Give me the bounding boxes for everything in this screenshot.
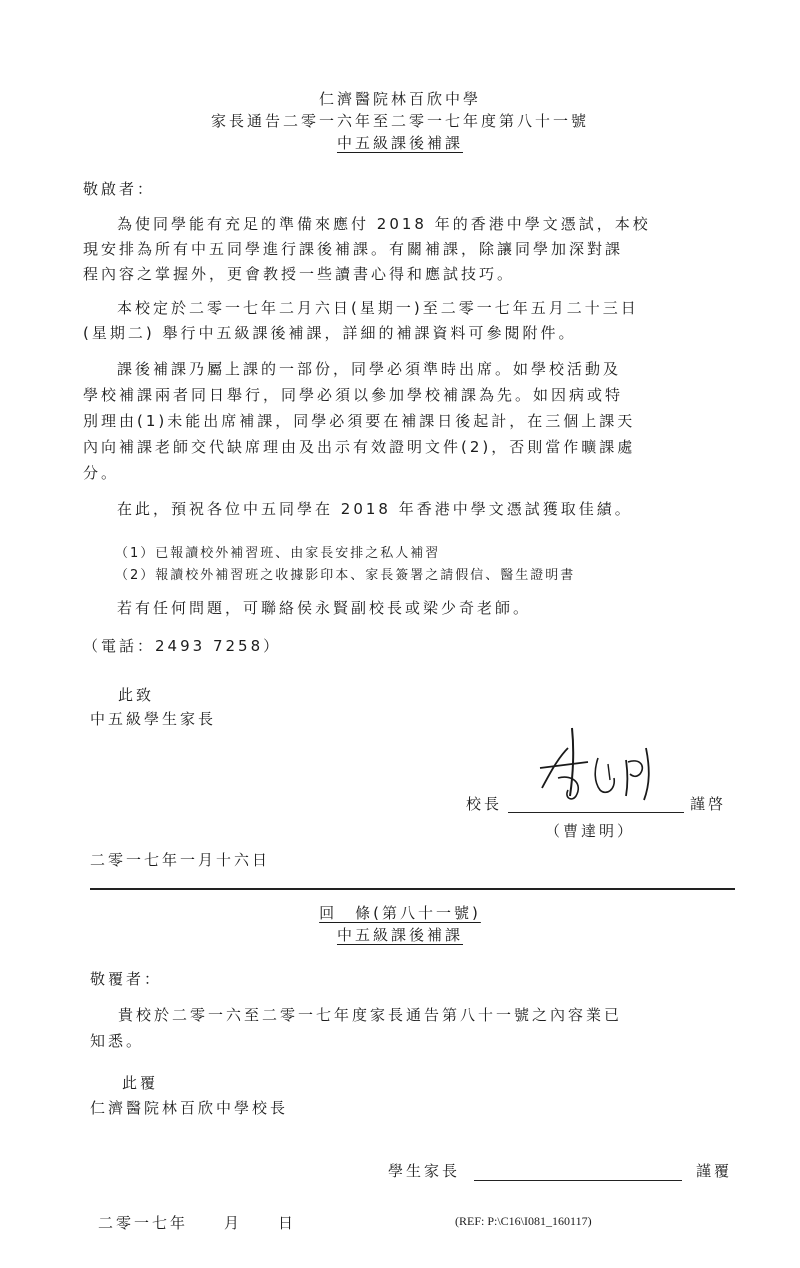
para4: 在此，預祝各位中五同學在 2018 年香港中學文憑試獲取佳績。 (117, 500, 633, 518)
para3-line: 內向補課老師交代缺席理由及出示有效證明文件(2)，否則當作曠課處 (83, 438, 636, 456)
reply-ci-fu: 此覆 (122, 1074, 159, 1092)
principal-name: （曹達明） (545, 822, 636, 840)
note-2: （2）報讀校外補習班之收據影印本、家長簽署之請假信、醫生證明書 (115, 568, 576, 583)
reply-recipient: 仁濟醫院林百欣中學校長 (90, 1099, 289, 1117)
school-name: 仁濟醫院林百欣中學 (318, 90, 481, 108)
para3-line: 課後補課乃屬上課的一部份，同學必須準時出席。如學校活動及 (117, 360, 622, 378)
reply-subject-wrap (0, 924, 800, 945)
signature-line (508, 812, 684, 813)
notice-number: 家長通告二零一六年至二零一七年度第八十一號 (210, 112, 589, 130)
salutation: 敬啟者： (83, 180, 156, 198)
parent-suffix: 謹覆 (696, 1162, 733, 1180)
phone-line: （電話：2493 7258） (83, 637, 282, 655)
parent-signature-field[interactable] (474, 1180, 682, 1181)
closing-recipient: 中五級學生家長 (90, 710, 217, 728)
closing-ci-zhi: 此致 (118, 686, 155, 704)
reply-salutation: 敬覆者： (90, 970, 163, 988)
contact-line: 若有任何問題，可聯絡侯永賢副校長或梁少奇老師。 (117, 599, 532, 617)
parent-label: 學生家長 (388, 1162, 461, 1180)
para3-line: 學校補課兩者同日舉行，同學必須以參加學校補課為先。如因病或特 (83, 386, 624, 404)
tear-off-divider (90, 888, 735, 890)
reply-body-line: 知悉。 (90, 1032, 145, 1050)
para2-line: 本校定於二零一七年二月六日(星期一)至二零一七年五月二十三日 (117, 299, 639, 317)
para3-line: 分。 (83, 464, 120, 482)
principal-signature (528, 718, 678, 808)
reply-title-wrap (0, 902, 800, 923)
reply-body-line: 貴校於二零一六至二零一七年度家長通告第八十一號之內容業已 (118, 1006, 623, 1024)
para1-line: 為使同學能有充足的準備來應付 2018 年的香港中學文憑試，本校 (117, 215, 651, 233)
reply-date: 二零一七年 月 日 (98, 1214, 297, 1232)
reply-subject: 中五級課後補課 (336, 926, 463, 944)
notice-date: 二零一七年一月十六日 (90, 851, 271, 869)
para1-line: 現安排為所有中五同學進行課後補課。有關補課，除讓同學加深對課 (83, 240, 624, 258)
notice-subject: 中五級課後補課 (336, 134, 463, 152)
para1-line: 程內容之掌握外，更會教授一些讀書心得和應試技巧。 (83, 265, 516, 283)
para3-line: 別理由(1)未能出席補課，同學必須要在補課日後起計，在三個上課天 (83, 412, 636, 430)
notice-subject-wrap (0, 132, 800, 153)
note-1: （1）已報讀校外補習班、由家長安排之私人補習 (115, 546, 441, 561)
para2-line: (星期二) 舉行中五級課後補課，詳細的補課資料可參閱附件。 (83, 324, 577, 342)
reference-code: (REF: P:\C16\I081_160117) (455, 1214, 592, 1228)
reply-title: 回 條(第八十一號) (319, 904, 481, 922)
signature-suffix: 謹啓 (690, 795, 727, 813)
principal-label: 校長 (466, 795, 503, 813)
